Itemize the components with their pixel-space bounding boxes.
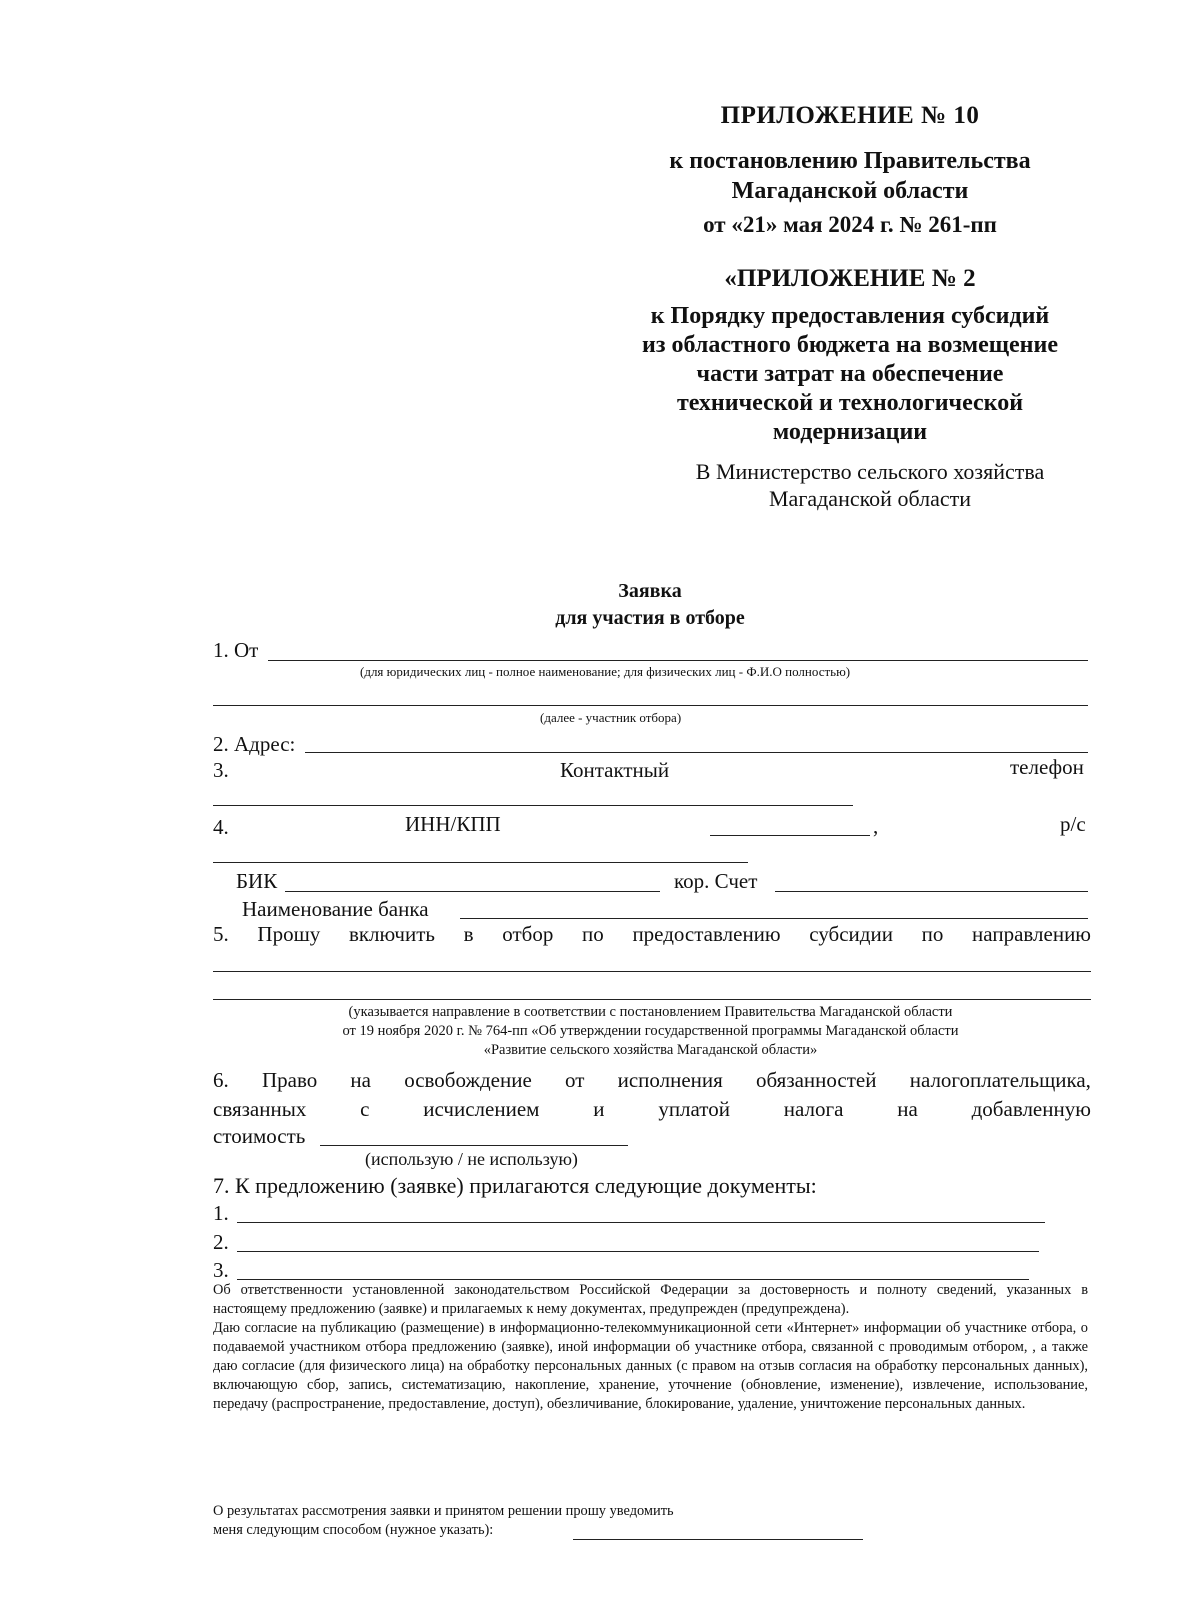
vat-word: и xyxy=(593,1097,605,1121)
request-word: субсидии xyxy=(809,922,893,946)
request-word: 5. xyxy=(213,922,229,946)
direction-field-line-2[interactable] xyxy=(213,999,1091,1000)
vat-word: Право xyxy=(261,1068,318,1092)
from-hint: (для юридических лиц - полное наименование; для физических лиц - Ф.И.О полностью) xyxy=(360,664,851,679)
direction-hint-line-2: от 19 ноября 2020 г. № 764-пп «Об утверждении государственной программы Магаданской области xyxy=(342,1023,959,1039)
from-field-line[interactable] xyxy=(268,660,1088,661)
consent-paragraph: Даю согласие на публикацию (размещение) в информационно-телекоммуникационной сети «Интернет» информации об участнике отбора, о подаваемой участником отбора предложению (заявке), иной информации об участнике отбора, связанной с проводимым отбором, , а также даю согласие (для физического лица) на обработку персональных данных (с правом на отзыв согласия на обработку персональных данных), включающую сбор, запись, систематизацию, накопление, хранение, уточнение (обновление, изменение), извлечение, использование, передачу (распространение, предоставление, доступ), обезличивание, блокирование, удаление, уничтожение персональных данных. xyxy=(213,1320,1088,1412)
procedure-reference xyxy=(600,302,1100,447)
inn-number-label: 4. xyxy=(213,815,229,839)
bank-name-field-line[interactable] xyxy=(460,918,1088,919)
form-title: Заявка xyxy=(618,580,682,602)
request-word: по xyxy=(921,922,944,946)
document-item-number: 2. xyxy=(213,1230,229,1254)
kor-account-field-line[interactable] xyxy=(775,891,1088,892)
vat-word: налогоплательщика, xyxy=(909,1068,1091,1092)
bik-field-line[interactable] xyxy=(285,891,660,892)
inn-comma: , xyxy=(873,814,879,838)
bank-name-label: Наименование банка xyxy=(242,897,429,921)
vat-word: связанных xyxy=(213,1097,307,1121)
direction-hint-line-3: «Развитие сельского хозяйства Магаданской области» xyxy=(483,1042,818,1058)
from-field-line-2[interactable] xyxy=(213,705,1088,706)
legal-text xyxy=(213,1281,1088,1414)
vat-line-2 xyxy=(213,1097,1091,1122)
bik-label: БИК xyxy=(236,869,278,893)
procedure-line-2: из областного бюджета на возмещение xyxy=(642,332,1058,358)
address-label: 2. Адрес: xyxy=(213,732,296,756)
direction-hint-line-1: (указывается направление в соответствии с постановлением Правительства Магаданской области xyxy=(348,1004,953,1020)
vat-field-line[interactable] xyxy=(320,1145,628,1146)
kor-account-label: кор. Счет xyxy=(674,869,758,893)
notify-line-1: О результатах рассмотрения заявки и принятом решении прошу уведомить xyxy=(213,1503,674,1519)
phone-label-word-1: Контактный xyxy=(560,758,670,782)
procedure-line-1: к Порядку предоставления субсидий xyxy=(650,303,1050,329)
addressee-line-1: В Министерство сельского хозяйства xyxy=(695,459,1045,484)
vat-line-1 xyxy=(213,1068,1091,1093)
resolution-reference xyxy=(600,146,1100,206)
resolution-line-1: к постановлению Правительства xyxy=(669,148,1031,174)
address-field-line[interactable] xyxy=(305,752,1088,753)
vat-hint: (использую / не использую) xyxy=(365,1149,578,1169)
resolution-date-number: от «21» мая 2024 г. № 261-пп xyxy=(703,212,997,237)
request-word: Прошу xyxy=(257,922,321,946)
procedure-line-3: части затрат на обеспечение xyxy=(696,361,1004,387)
vat-word: освобождение xyxy=(404,1068,532,1092)
document-item-number: 1. xyxy=(213,1201,229,1225)
vat-word: добавленную xyxy=(971,1097,1091,1121)
phone-number-label: 3. xyxy=(213,758,229,782)
vat-word: налога xyxy=(783,1097,844,1121)
request-line xyxy=(213,922,1091,947)
vat-word: от xyxy=(564,1068,585,1092)
document-item-number: 3. xyxy=(213,1258,229,1282)
vat-word: исчислением xyxy=(423,1097,540,1121)
vat-word: исполнения xyxy=(617,1068,723,1092)
appendix-inner-heading: «ПРИЛОЖЕНИЕ № 2 xyxy=(724,265,976,292)
vat-line-3: стоимость xyxy=(213,1124,306,1148)
request-word: направлению xyxy=(972,922,1091,946)
addressee xyxy=(660,458,1080,512)
vat-word: обязанностей xyxy=(756,1068,877,1092)
from-label: 1. От xyxy=(213,638,259,662)
vat-word: с xyxy=(360,1097,370,1121)
document-item-line-2[interactable] xyxy=(237,1251,1039,1252)
request-word: предоставлению xyxy=(632,922,781,946)
resolution-line-2: Магаданской области xyxy=(731,178,969,204)
appendix-main-heading: ПРИЛОЖЕНИЕ № 10 xyxy=(720,102,980,129)
phone-label-word-2: телефон xyxy=(1010,755,1084,779)
documents-label: 7. К предложению (заявке) прилагаются следующие документы: xyxy=(213,1173,817,1198)
direction-hint xyxy=(213,1003,1088,1060)
inn-kpp-label: ИНН/КПП xyxy=(405,812,501,836)
vat-word: 6. xyxy=(213,1068,229,1092)
form-subtitle: для участия в отборе xyxy=(555,607,745,629)
document-item-line-3[interactable] xyxy=(237,1279,1029,1280)
inn-field-line[interactable] xyxy=(710,835,870,836)
request-word: в xyxy=(463,922,474,946)
notify-line-2: меня следующим способом (нужное указать): xyxy=(213,1522,494,1538)
vat-word: уплатой xyxy=(658,1097,730,1121)
addressee-line-2: Магаданской области xyxy=(769,486,971,511)
participant-hint: (далее - участник отбора) xyxy=(540,710,682,725)
rs-label: р/с xyxy=(1060,812,1086,836)
vat-word: на xyxy=(897,1097,918,1121)
procedure-line-5: модернизации xyxy=(772,419,928,445)
rs-field-line[interactable] xyxy=(213,862,748,863)
responsibility-paragraph: Об ответственности установленной законодательством Российской Федерации за достоверность и полноту сведений, указанных в настоящему предложению (заявке) и прилагаемых к нему документах, предупрежден (предупреждена). xyxy=(213,1282,1088,1317)
document-item-line-1[interactable] xyxy=(237,1222,1045,1223)
vat-word: на xyxy=(350,1068,371,1092)
notify-method-field-line[interactable] xyxy=(573,1539,863,1540)
procedure-line-4: технической и технологической xyxy=(676,390,1024,416)
request-word: по xyxy=(582,922,604,946)
request-word: включить xyxy=(348,922,435,946)
direction-field-line-1[interactable] xyxy=(213,971,1091,972)
phone-field-line[interactable] xyxy=(213,805,853,806)
request-word: отбор xyxy=(502,922,554,946)
